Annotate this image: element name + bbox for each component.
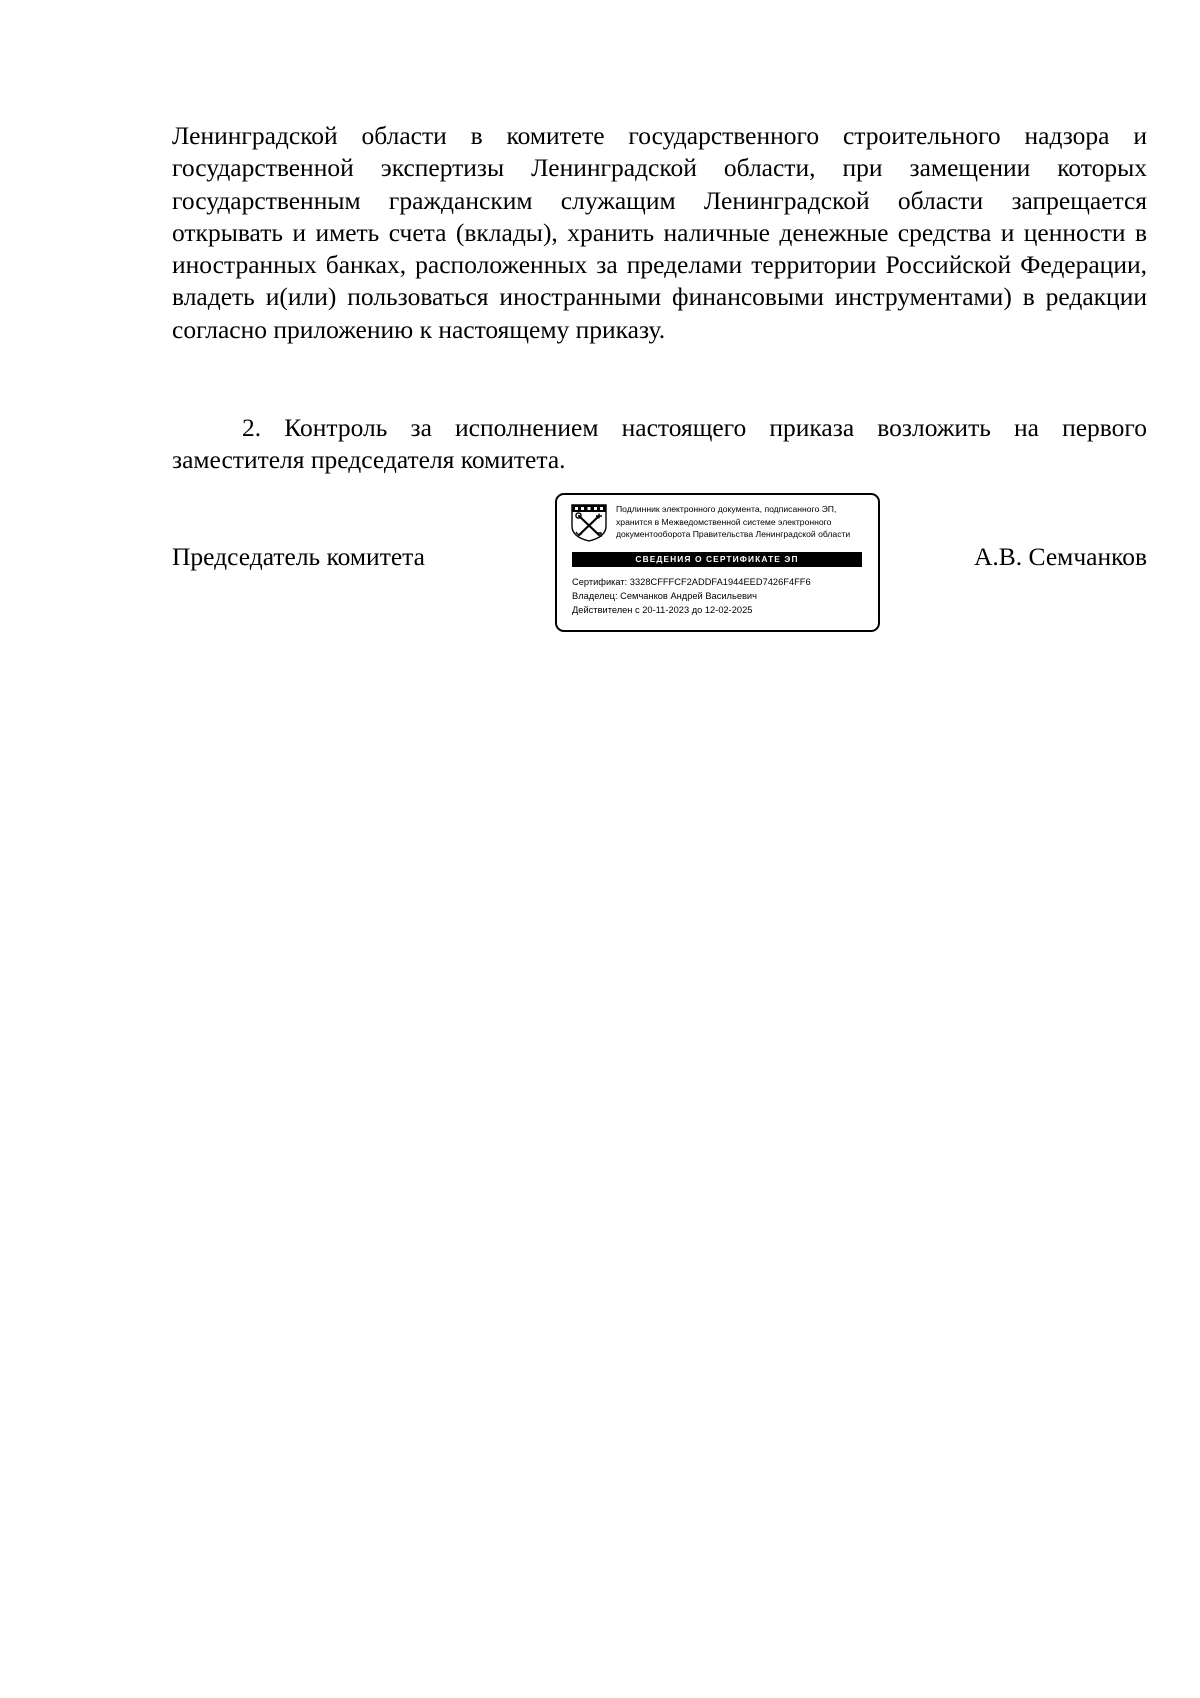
body-paragraph-1: Ленинградской области в комитете государственного строительного надзора и государственной экспертизы Ленинградской области, при замещении которых государственным гражданским служащим Ленинградской области запрещается открывать и иметь счета (вклады), хранить наличные денежные средства и ценности в иностранных банках, расположенных за пределами территории Российской Федерации, владеть и(или) пользоваться иностранными финансовыми инструментами) в редакции согласно приложению к настоящему приказу.: [172, 121, 1147, 344]
coat-of-arms-icon: [571, 504, 607, 542]
signatory-position: Председатель комитета: [172, 542, 425, 571]
stamp-title-bar: СВЕДЕНИЯ О СЕРТИФИКАТЕ ЭП: [572, 552, 862, 567]
electronic-signature-stamp: [555, 493, 880, 632]
stamp-header-text: [616, 503, 878, 541]
stamp-certificate-info: [572, 575, 872, 617]
certificate-validity: Действителен с 20-11-2023 до 12-02-2025: [572, 605, 753, 615]
certificate-number: Сертификат: 3328CFFFCF2ADDFA1944EED7426F4FF6: [572, 577, 811, 587]
signatory-name: А.В. Семчанков: [974, 542, 1147, 571]
stamp-header-line: документооборота Правительства Ленинградской области: [616, 529, 851, 540]
body-paragraph-2: 2. Контроль за исполнением настоящего приказа возложить на первого заместителя председателя комитета.: [172, 413, 1147, 475]
stamp-header-line: хранится в Межведомственной системе электронного: [616, 516, 832, 527]
certificate-owner: Владелец: Семчанков Андрей Васильевич: [572, 591, 757, 601]
stamp-header-line: Подлинник электронного документа, подписанного ЭП,: [616, 504, 837, 514]
